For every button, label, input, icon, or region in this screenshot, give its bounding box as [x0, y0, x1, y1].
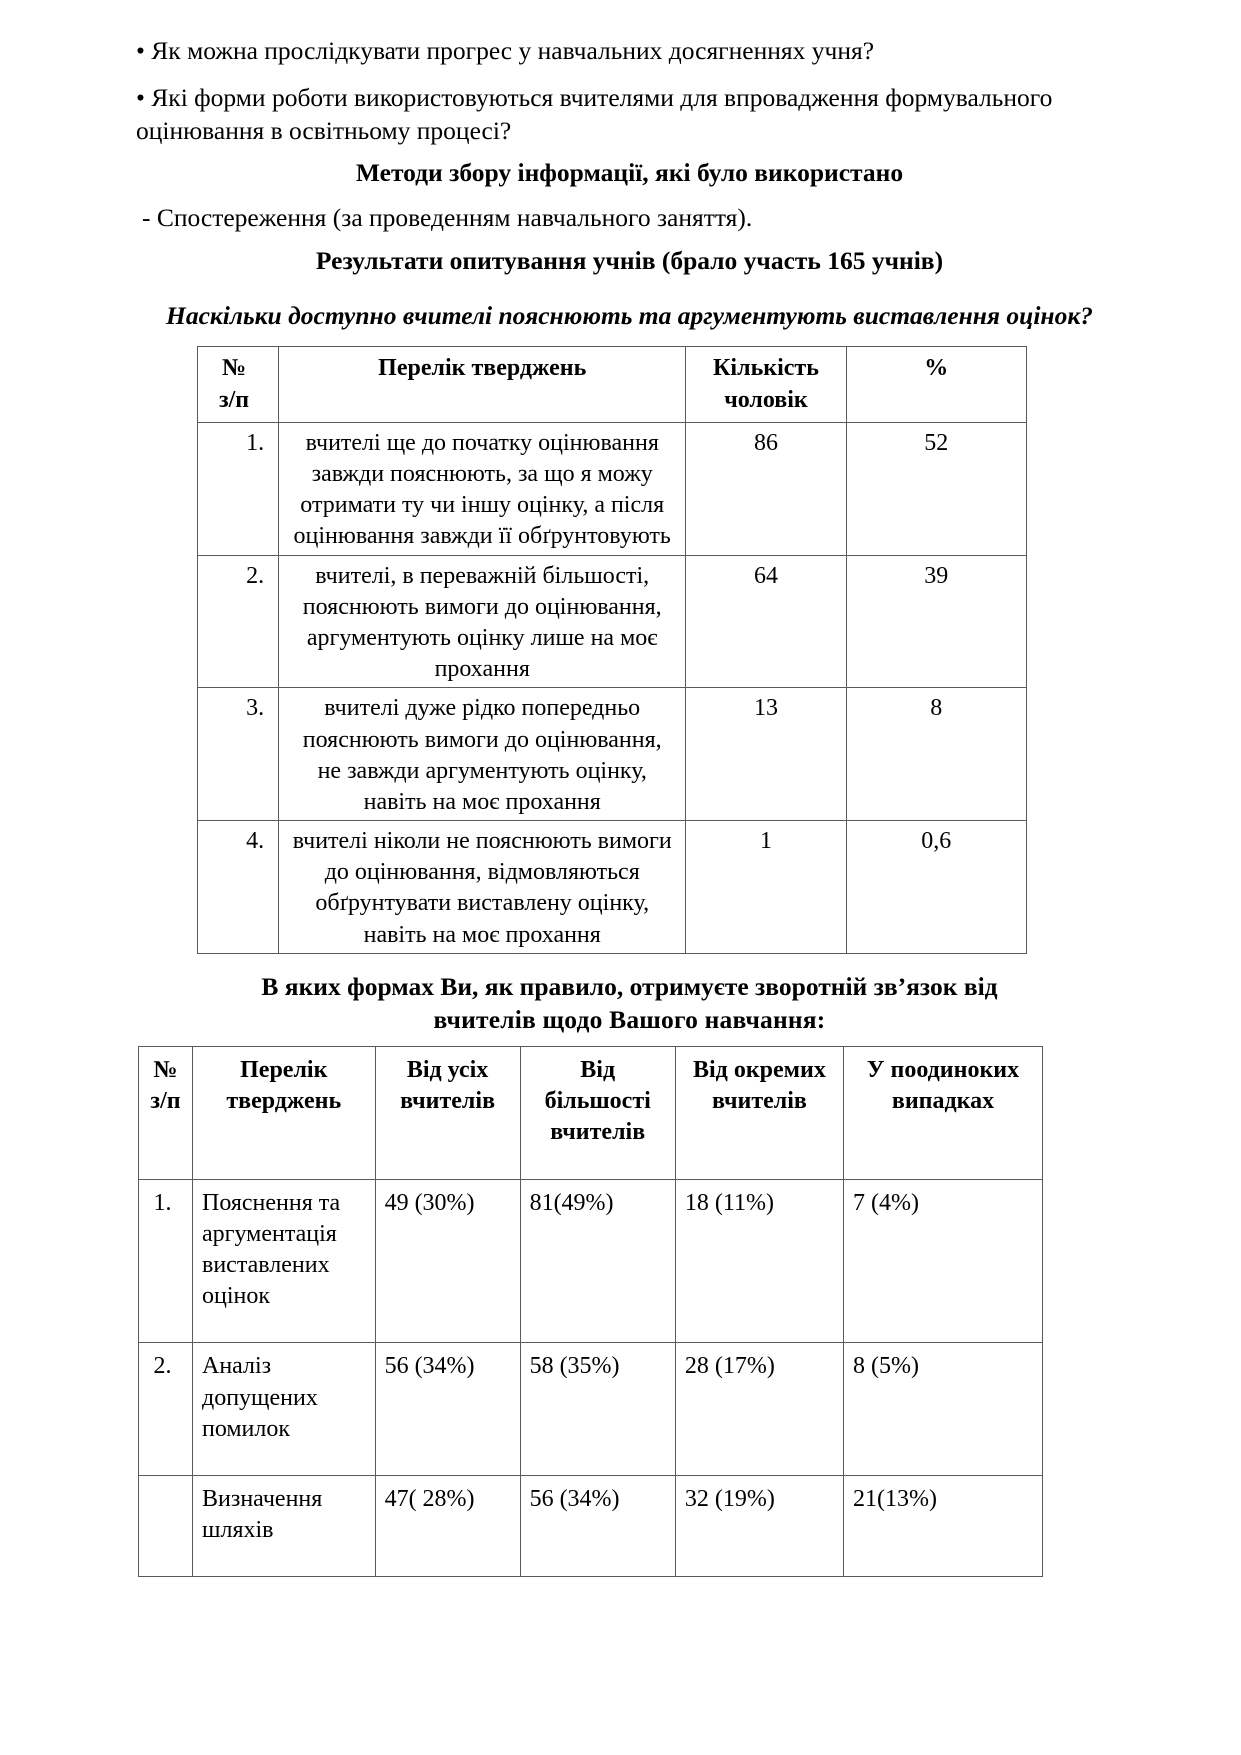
table2-header-some-line1: Від окремих: [693, 1057, 826, 1084]
survey-question-2-line2: вчителів щодо Вашого навчання:: [433, 1004, 826, 1034]
survey-table-1: [197, 346, 1027, 953]
survey-question-2-line1: В яких формах Ви, як правило, отримуєте зворотній зв’язок від: [261, 971, 998, 1001]
table1-row3-statement: вчителі дуже рідко попередньо пояснюють вимоги до оцінювання, не завжди аргументують оцінку, навіть на моє прохання: [279, 688, 686, 821]
table1-row3-quantity: 13: [686, 688, 846, 821]
table1-row1-statement: вчителі ще до початку оцінювання завжди пояснюють, за що я можу отримати ту чи іншу оцінку, а після оцінювання завжди її обґрунтовують: [279, 422, 686, 555]
bullet-question-1: • Як можна прослідкувати прогрес у навчальних досягненнях учня?: [136, 36, 875, 65]
table2-row3-statement: Визначення шляхів: [192, 1475, 375, 1576]
table2-row3-some: 32 (19%): [675, 1475, 843, 1576]
table1-row1-quantity: 86: [686, 422, 846, 555]
table2-header-statements-line2: тверджень: [226, 1088, 342, 1115]
table2-header-all-teachers: [375, 1047, 520, 1180]
methods-item-observation: - Спостереження (за проведенням навчального заняття).: [142, 203, 753, 233]
survey-table-2: [138, 1046, 1043, 1577]
table2-row3-most: 56 (34%): [520, 1475, 675, 1576]
table2-header-some-teachers: [675, 1047, 843, 1180]
table1-head: [198, 347, 1027, 422]
methods-heading: Методи збору інформації, які було використано: [355, 158, 904, 188]
table2-row1-statement: Пояснення та аргументація виставлених оцінок: [192, 1179, 375, 1343]
table1-row3-percent: 8: [846, 688, 1026, 821]
table2-row1-some: 18 (11%): [675, 1179, 843, 1343]
table2-header-number-line2: з/п: [150, 1088, 181, 1115]
table2-header-statements-line1: Перелік: [240, 1057, 328, 1084]
table1-row2-number: 2.: [198, 555, 279, 688]
bullet-question-2: • Які форми роботи використовуються вчителями для впровадження формувального оцінювання в освітньому процесі?: [136, 83, 1053, 146]
table-row: [198, 555, 1027, 688]
table1-row2-percent: 39: [846, 555, 1026, 688]
table2-header-number: [139, 1047, 193, 1180]
table2-header-most-line2: більшості: [544, 1088, 651, 1115]
table2-row2-some: 28 (17%): [675, 1343, 843, 1476]
table1-row1-number: 1.: [198, 422, 279, 555]
table2-header-most-line3: вчителів: [550, 1119, 646, 1146]
table1-row4-number: 4.: [198, 821, 279, 954]
table2-row3-rare: 21(13%): [843, 1475, 1042, 1576]
table2-row2-rare: 8 (5%): [843, 1343, 1042, 1476]
table2-header-all-line2: вчителів: [400, 1088, 496, 1115]
table2-row1-number: 1.: [139, 1179, 193, 1343]
table-row: [198, 821, 1027, 954]
results-heading: Результати опитування учнів (брало участь 165 учнів): [315, 245, 944, 275]
table1-row4-statement: вчителі ніколи не пояснюють вимоги до оцінювання, відмовляються обґрунтувати виставлену оцінку, навіть на моє прохання: [279, 821, 686, 954]
table2-header-statements: [192, 1047, 375, 1180]
survey-question-1: Наскільки доступно вчителі пояснюють та аргументують виставлення оцінок?: [165, 301, 1093, 331]
table1-header-row: [198, 347, 1027, 422]
table2-row1-most: 81(49%): [520, 1179, 675, 1343]
table2-row2-most: 58 (35%): [520, 1343, 675, 1476]
table1-row4-percent: 0,6: [846, 821, 1026, 954]
table1-header-quantity-line1: Кількість: [713, 355, 819, 382]
table2-row2-all: 56 (34%): [375, 1343, 520, 1476]
table2-header-number-line1: №: [153, 1057, 178, 1084]
table2-body: [139, 1179, 1043, 1577]
table2-header-rare-line2: випадках: [891, 1088, 995, 1115]
table1-header-number: [198, 347, 279, 422]
table2-row2-statement: Аналіз допущених помилок: [192, 1343, 375, 1476]
table-row: [139, 1343, 1043, 1476]
table2-header-most-line1: Від: [580, 1057, 616, 1084]
table1-row4-quantity: 1: [686, 821, 846, 954]
table1-header-quantity-line2: чоловік: [724, 386, 808, 413]
table1-header-statements: Перелік тверджень: [279, 347, 686, 422]
table1-row2-quantity: 64: [686, 555, 846, 688]
table-row: [198, 422, 1027, 555]
table2-row3-number: [139, 1475, 193, 1576]
table-row: [139, 1179, 1043, 1343]
table2-header-all-line1: Від усіх: [406, 1057, 489, 1084]
table2-header-most-teachers: [520, 1047, 675, 1180]
table1-row3-number: 3.: [198, 688, 279, 821]
table2-header-rare-line1: У поодиноких: [866, 1057, 1020, 1084]
table2-row2-number: 2.: [139, 1343, 193, 1476]
table2-row3-all: 47( 28%): [375, 1475, 520, 1576]
table2-header-rare-cases: [843, 1047, 1042, 1180]
table2-head: [139, 1047, 1043, 1180]
table1-body: [198, 422, 1027, 953]
table1-header-number-line1: №: [221, 355, 247, 382]
table2-row1-all: 49 (30%): [375, 1179, 520, 1343]
table2-header-some-line2: вчителів: [711, 1088, 807, 1115]
table2-header-row: [139, 1047, 1043, 1180]
table2-row1-rare: 7 (4%): [843, 1179, 1042, 1343]
survey-question-2: [136, 970, 1123, 1036]
table1-header-percent: %: [846, 347, 1026, 422]
table1-header-number-line2: з/п: [218, 386, 250, 413]
table1-row2-statement: вчителі, в переважній більшості, пояснюють вимоги до оцінювання, аргументують оцінку лише на моє прохання: [279, 555, 686, 688]
table-row: [198, 688, 1027, 821]
table-row: [139, 1475, 1043, 1576]
table1-row1-percent: 52: [846, 422, 1026, 555]
table1-header-quantity: [686, 347, 846, 422]
